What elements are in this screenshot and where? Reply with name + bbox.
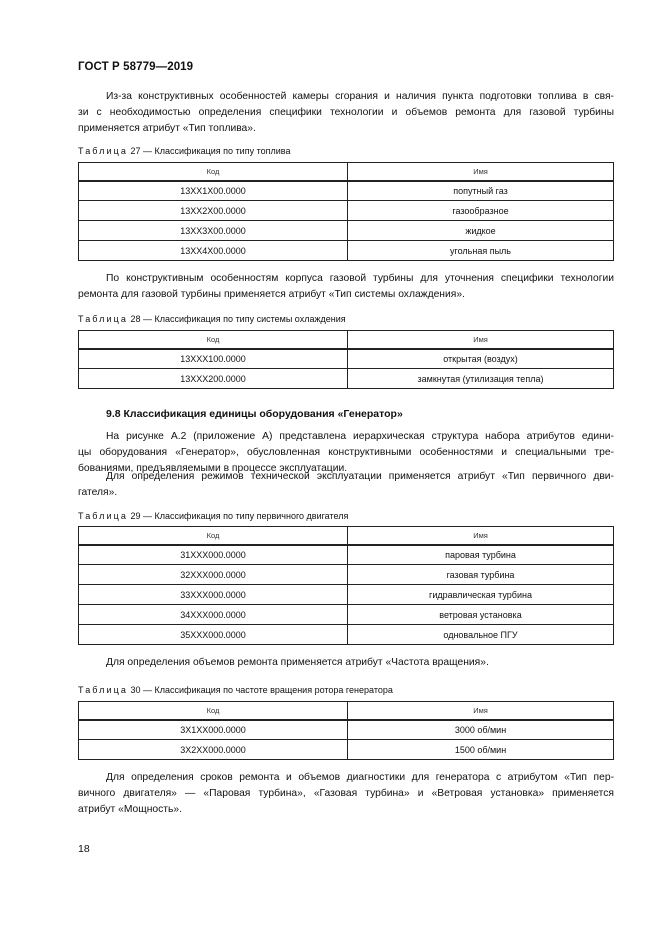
header-cell-name: Имя <box>348 331 614 349</box>
cell-code: 33XXX000.0000 <box>79 585 348 605</box>
table-row <box>79 565 614 585</box>
table-29 <box>78 526 614 645</box>
cell-name: замкнутая (утилизация тепла) <box>348 369 614 389</box>
header-cell-code: Код <box>79 527 348 545</box>
text-line: Для определения сроков ремонта и объемов диагностики для генератора с атрибутом «Тип пер- <box>106 772 614 783</box>
table-caption-text: 29 — Классификация по типу первичного двигателя <box>130 511 349 521</box>
paragraph-rotation-speed <box>78 655 614 671</box>
table-caption-text: 30 — Классификация по частоте вращения ротора генератора <box>130 685 393 695</box>
cell-name: гидравлическая турбина <box>348 585 614 605</box>
cell-code: 35XXX000.0000 <box>79 625 348 645</box>
cell-name: открытая (воздух) <box>348 349 614 369</box>
cell-code: 3X2XX000.0000 <box>79 740 348 760</box>
table-header-row <box>79 331 614 349</box>
table-header-row <box>79 527 614 545</box>
table-row <box>79 740 614 760</box>
paragraph-cooling-system <box>78 271 614 303</box>
cell-name: 1500 об/мин <box>348 740 614 760</box>
table-row <box>79 720 614 740</box>
table-28 <box>78 330 614 389</box>
cell-name: газовая турбина <box>348 565 614 585</box>
table-30 <box>78 701 614 760</box>
table-row <box>79 369 614 389</box>
text-line: ремонта для газовой турбины применяется атрибут «Тип системы охлаждения». <box>78 289 465 300</box>
cell-code: 13XX2X00.0000 <box>79 201 348 221</box>
table-29-caption <box>78 511 348 521</box>
cell-code: 13XXX100.0000 <box>79 349 348 369</box>
text-line: цы оборудования «Генератор», обусловленная конструктивными особенностями и специальными тре- <box>78 447 614 458</box>
cell-name: паровая турбина <box>348 545 614 565</box>
cell-name: 3000 об/мин <box>348 720 614 740</box>
table-27 <box>78 162 614 261</box>
text-line: Для определения режимов технической эксплуатации применяется атрибут «Тип первичного дви- <box>106 471 614 482</box>
text-line: Для определения объемов ремонта применяется атрибут «Частота вращения». <box>106 657 489 668</box>
text-line: По конструктивным особенностям корпуса газовой турбины для уточнения специфики технологии <box>106 273 614 284</box>
table-row <box>79 221 614 241</box>
document-header: ГОСТ Р 58779—2019 <box>78 61 194 73</box>
section-heading: 9.8 Классификация единицы оборудования «Генератор» <box>106 408 403 420</box>
table-row <box>79 241 614 261</box>
cell-name: попутный газ <box>348 181 614 201</box>
table-27-caption <box>78 146 290 156</box>
text-line: гателя». <box>78 487 118 498</box>
table-caption-text: 27 — Классификация по типу топлива <box>130 146 291 156</box>
table-label: Таблица <box>78 685 128 695</box>
table-row <box>79 625 614 645</box>
table-row <box>79 201 614 221</box>
cell-code: 13XX4X00.0000 <box>79 241 348 261</box>
text-line: зи с необходимостью определения специфики технологии и объемов ремонта для газовой турбины <box>78 107 614 118</box>
table-row <box>79 545 614 565</box>
cell-code: 32XXX000.0000 <box>79 565 348 585</box>
cell-code: 31XXX000.0000 <box>79 545 348 565</box>
table-label: Таблица <box>78 511 128 521</box>
cell-name: одновальное ПГУ <box>348 625 614 645</box>
table-row <box>79 349 614 369</box>
header-cell-name: Имя <box>348 702 614 720</box>
text-line: применяется атрибут «Тип топлива». <box>78 123 256 134</box>
table-row <box>79 585 614 605</box>
header-cell-name: Имя <box>348 527 614 545</box>
table-caption-text: 28 — Классификация по типу системы охлаждения <box>130 314 346 324</box>
table-row <box>79 181 614 201</box>
cell-code: 34XXX000.0000 <box>79 605 348 625</box>
text-line: Из-за конструктивных особенностей камеры сгорания и наличия пункта подготовки топлива в свя- <box>106 91 614 102</box>
cell-name: угольная пыль <box>348 241 614 261</box>
text-line: атрибут «Мощность». <box>78 804 182 815</box>
table-header-row <box>79 702 614 720</box>
table-header-row <box>79 163 614 181</box>
table-30-caption <box>78 685 393 695</box>
table-label: Таблица <box>78 146 128 156</box>
text-line: вичного двигателя» — «Паровая турбина», «Газовая турбина» и «Ветровая установка» применяется <box>78 788 614 799</box>
table-row <box>79 605 614 625</box>
header-cell-name: Имя <box>348 163 614 181</box>
table-label: Таблица <box>78 314 128 324</box>
text-line: На рисунке А.2 (приложение А) представлена иерархическая структура набора атрибутов едини- <box>106 431 614 442</box>
header-cell-code: Код <box>79 702 348 720</box>
cell-name: жидкое <box>348 221 614 241</box>
cell-name: газообразное <box>348 201 614 221</box>
page-number: 18 <box>78 843 90 855</box>
table-28-caption <box>78 314 346 324</box>
cell-code: 13XXX200.0000 <box>79 369 348 389</box>
cell-code: 13XX1X00.0000 <box>79 181 348 201</box>
paragraph-fuel-type <box>78 89 614 137</box>
paragraph-power-attribute <box>78 770 614 818</box>
header-cell-code: Код <box>79 163 348 181</box>
cell-code: 13XX3X00.0000 <box>79 221 348 241</box>
cell-code: 3X1XX000.0000 <box>79 720 348 740</box>
header-cell-code: Код <box>79 331 348 349</box>
text-line: бованиями, предъявляемыми в процессе эксплуатации. <box>78 463 348 474</box>
cell-name: ветровая установка <box>348 605 614 625</box>
paragraph-primary-engine <box>78 469 614 501</box>
